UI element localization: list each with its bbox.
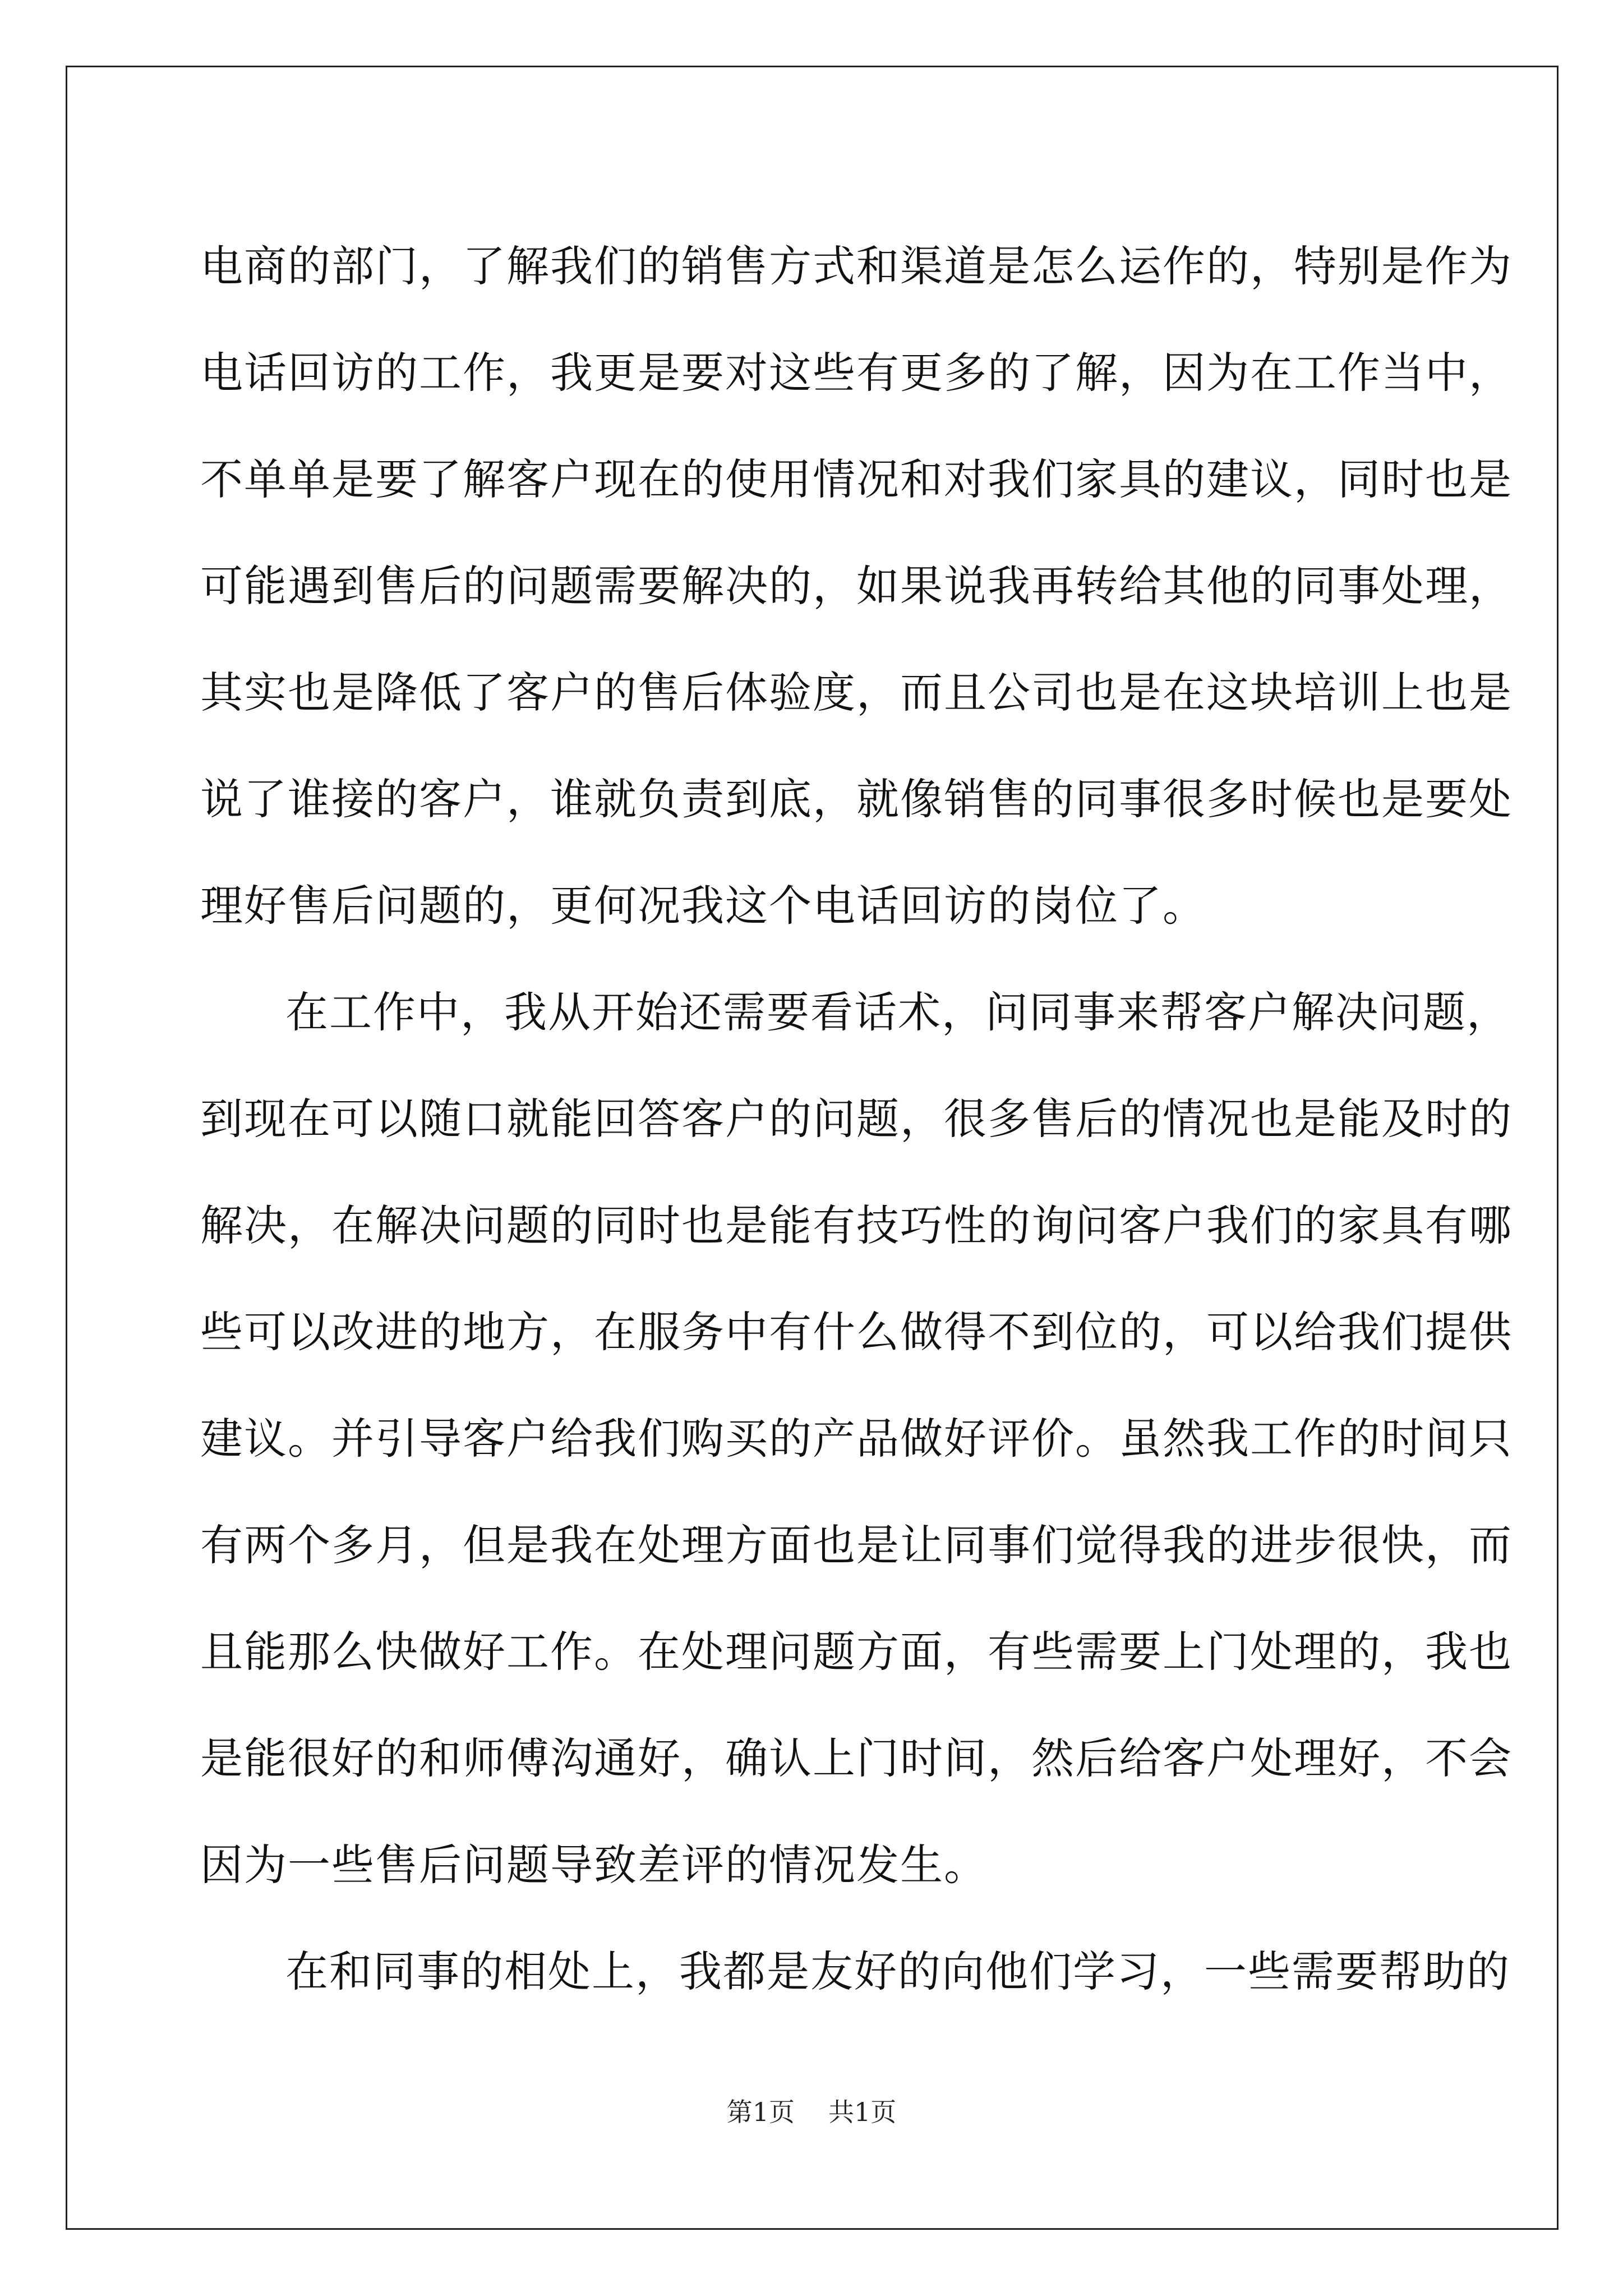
text-line: 在工作中，我从开始还需要看话术，问同事来帮客户解决问题， — [285, 987, 1510, 1037]
text-line: 说了谁接的客户，谁就负责到底，就像销售的同事很多时候也是要处 — [200, 774, 1513, 824]
text-line: 是能很好的和师傅沟通好，确认上门时间，然后给客户处理好，不会 — [200, 1733, 1513, 1783]
page-total: 共1页 — [828, 2097, 897, 2127]
text-line: 不单单是要了解客户现在的使用情况和对我们家具的建议，同时也是 — [200, 454, 1513, 504]
text-line: 电商的部门，了解我们的销售方式和渠道是怎么运作的，特别是作为 — [200, 241, 1513, 291]
paragraph — [200, 959, 1513, 1918]
text-line: 且能那么快做好工作。在处理问题方面，有些需要上门处理的，我也 — [200, 1627, 1513, 1677]
page-number: 第1页 — [726, 2097, 795, 2127]
text-line: 些可以改进的地方，在服务中有什么做得不到位的，可以给我们提供 — [200, 1307, 1513, 1357]
text-line: 理好售后问题的，更何况我这个电话回访的岗位了。 — [200, 881, 1206, 931]
text-line: 其实也是降低了客户的售后体验度，而且公司也是在这块培训上也是 — [200, 668, 1513, 717]
text-line: 有两个多月，但是我在处理方面也是让同事们觉得我的进步很快，而 — [200, 1520, 1513, 1570]
paragraph — [200, 1918, 1510, 2025]
document-body — [200, 213, 1513, 2025]
text-line: 可能遇到售后的问题需要解决的，如果说我再转给其他的同事处理， — [200, 561, 1513, 611]
text-line: 在和同事的相处上，我都是友好的向他们学习，一些需要帮助的 — [285, 1947, 1510, 1996]
text-line: 电话回访的工作，我更是要对这些有更多的了解，因为在工作当中， — [200, 348, 1513, 398]
text-line: 因为一些售后问题导致差评的情况发生。 — [200, 1840, 988, 1890]
text-line: 建议。并引导客户给我们购买的产品做好评价。虽然我工作的时间只 — [200, 1414, 1513, 1464]
text-line: 到现在可以随口就能回答客户的问题，很多售后的情况也是能及时的 — [200, 1094, 1513, 1144]
paragraph — [200, 213, 1513, 959]
text-line: 解决，在解决问题的同时也是能有技巧性的询问客户我们的家具有哪 — [200, 1200, 1513, 1250]
page-footer — [0, 2095, 1623, 2129]
